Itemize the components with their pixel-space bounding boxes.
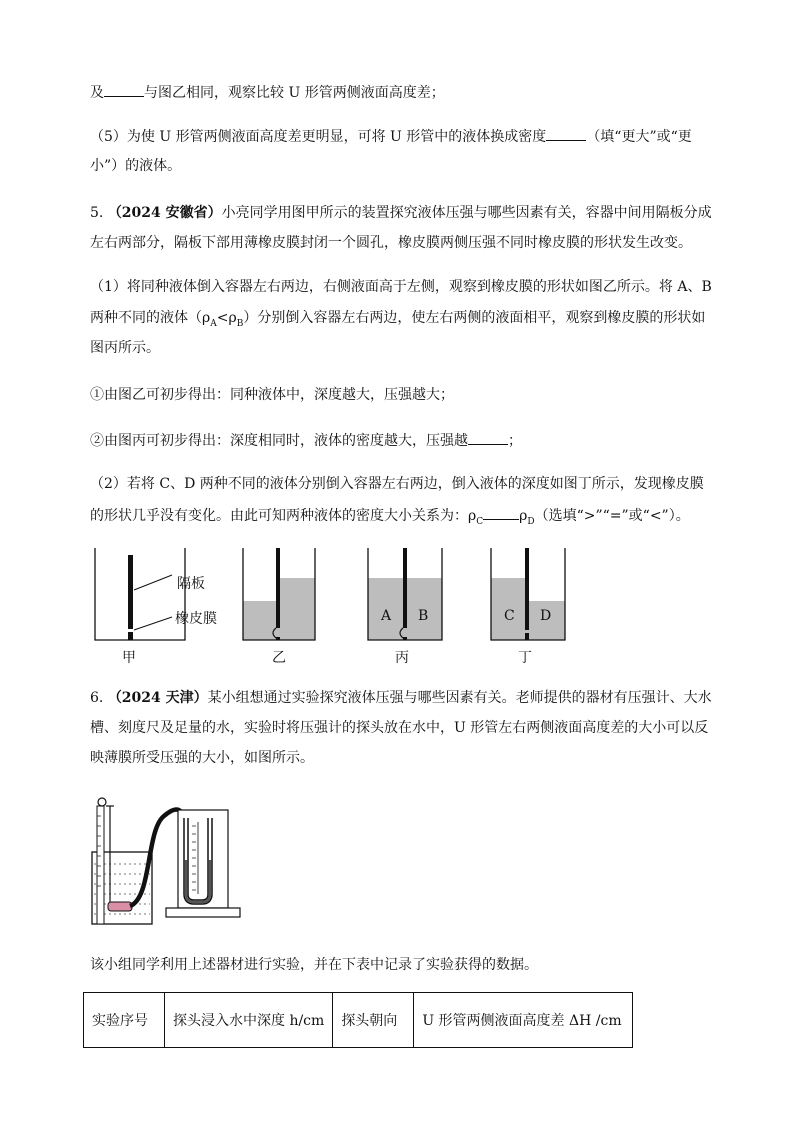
conclusion-1: ①由图乙可初步得出：同种液体中，深度越大，压强越大； [90, 387, 454, 403]
after-figure-text: 该小组同学利用上述器材进行实验，并在下表中记录了实验获得的数据。 [90, 957, 538, 973]
table-header-row [84, 993, 633, 1048]
q5-part2-line1: （2）若将 C、D 两种不同的液体分别倒入容器左右两边，倒入液体的深度如图丁所示，发现橡皮膜 [90, 476, 704, 492]
liquid-a-label: A [381, 608, 392, 624]
liquid-d-label: D [540, 608, 552, 624]
q5-part2-line2: 的形状几乎没有变化。由此可知两种液体的密度大小关系为：$\rho_C$ $\rho_D$（选填“>”“=”或“<”）。 [90, 505, 690, 532]
figure-ding [491, 548, 565, 640]
caption-yi: 乙 [272, 650, 286, 666]
membrane-pointer [134, 617, 172, 630]
answer-blank [546, 126, 586, 141]
partition-pointer [134, 575, 172, 590]
conclusion-2: ②由图丙可初步得出：深度相同时，液体的密度越大，压强越 ； [90, 430, 522, 451]
probe-head [108, 902, 132, 911]
table-header-cell: 实验序号 [84, 993, 165, 1048]
partition-label: 隔板 [177, 576, 205, 592]
liquid-b-label: B [418, 608, 429, 624]
q6-stem-line2: 槽、刻度尺及足量的水，实验时将压强计的探头放在水中，U 形管左右两侧液面高度差的大小可以反 [90, 720, 709, 736]
q6-source: （2024 天津） [107, 690, 208, 706]
figure-bing [368, 548, 442, 640]
answer-blank [468, 430, 508, 445]
rubber-hose [130, 810, 184, 906]
line-2: （5）为使 U 形管两侧液面高度差更明显，可将 U 形管中的液体换成密度 （填“更大”或“更 [90, 126, 692, 147]
q5-part1-line2: 两种不同的液体$(\rho_A<\rho_B)$分别倒入容器左右两边，使左右两侧的液面相平，观察到橡皮膜的形状如 [90, 310, 706, 329]
partition-board [128, 555, 133, 629]
caption-bing: 丙 [395, 650, 409, 666]
liquid-c-label: C [504, 608, 515, 624]
q5-stem-line2: 左右两部分，隔板下部用薄橡皮膜封闭一个圆孔，橡皮膜两侧压强不同时橡皮膜的形状发生改变。 [90, 235, 692, 251]
answer-blank [483, 505, 519, 520]
table-header-cell: 探头浸入水中深度 h/cm [165, 993, 333, 1048]
q6-stem-line1: 6. （2024 天津）某小组想通过实验探究液体压强与哪些因素有关。老师提供的器材有压强计、大水 [90, 690, 712, 706]
q6-stem-line3: 映薄膜所受压强的大小，如图所示。 [90, 750, 314, 766]
table-header-cell: U 形管两侧液面高度差 ΔH /cm [414, 993, 633, 1048]
pressure-gauge-figure [86, 786, 266, 931]
line-1: 及 与图乙相同，观察比较 U 形管两侧液面高度差； [90, 82, 445, 103]
caption-jia: 甲 [122, 650, 136, 666]
ruler [97, 806, 104, 924]
q5-stem-line1: 5. （2024 安徽省）小亮同学用图甲所示的装置探究液体压强与哪些因素有关，容器中间用隔板分成 [90, 205, 712, 221]
q5-part1-line1: （1）将同种液体倒入容器左右两边，右侧液面高于左侧，观察到橡皮膜的形状如图乙所示。将 A、B [90, 279, 712, 295]
data-table [83, 992, 633, 1048]
line-3: 小”）的液体。 [90, 158, 182, 174]
membrane-label: 橡皮膜 [175, 611, 217, 627]
caption-ding: 丁 [518, 650, 532, 666]
figure-yi [243, 548, 315, 640]
figure-jia [95, 548, 185, 640]
table-header-cell: 探头朝向 [333, 993, 414, 1048]
answer-blank [104, 82, 144, 97]
q5-part1-line3: 图丙所示。 [90, 340, 160, 356]
q5-source: （2024 安徽省） [107, 205, 222, 221]
